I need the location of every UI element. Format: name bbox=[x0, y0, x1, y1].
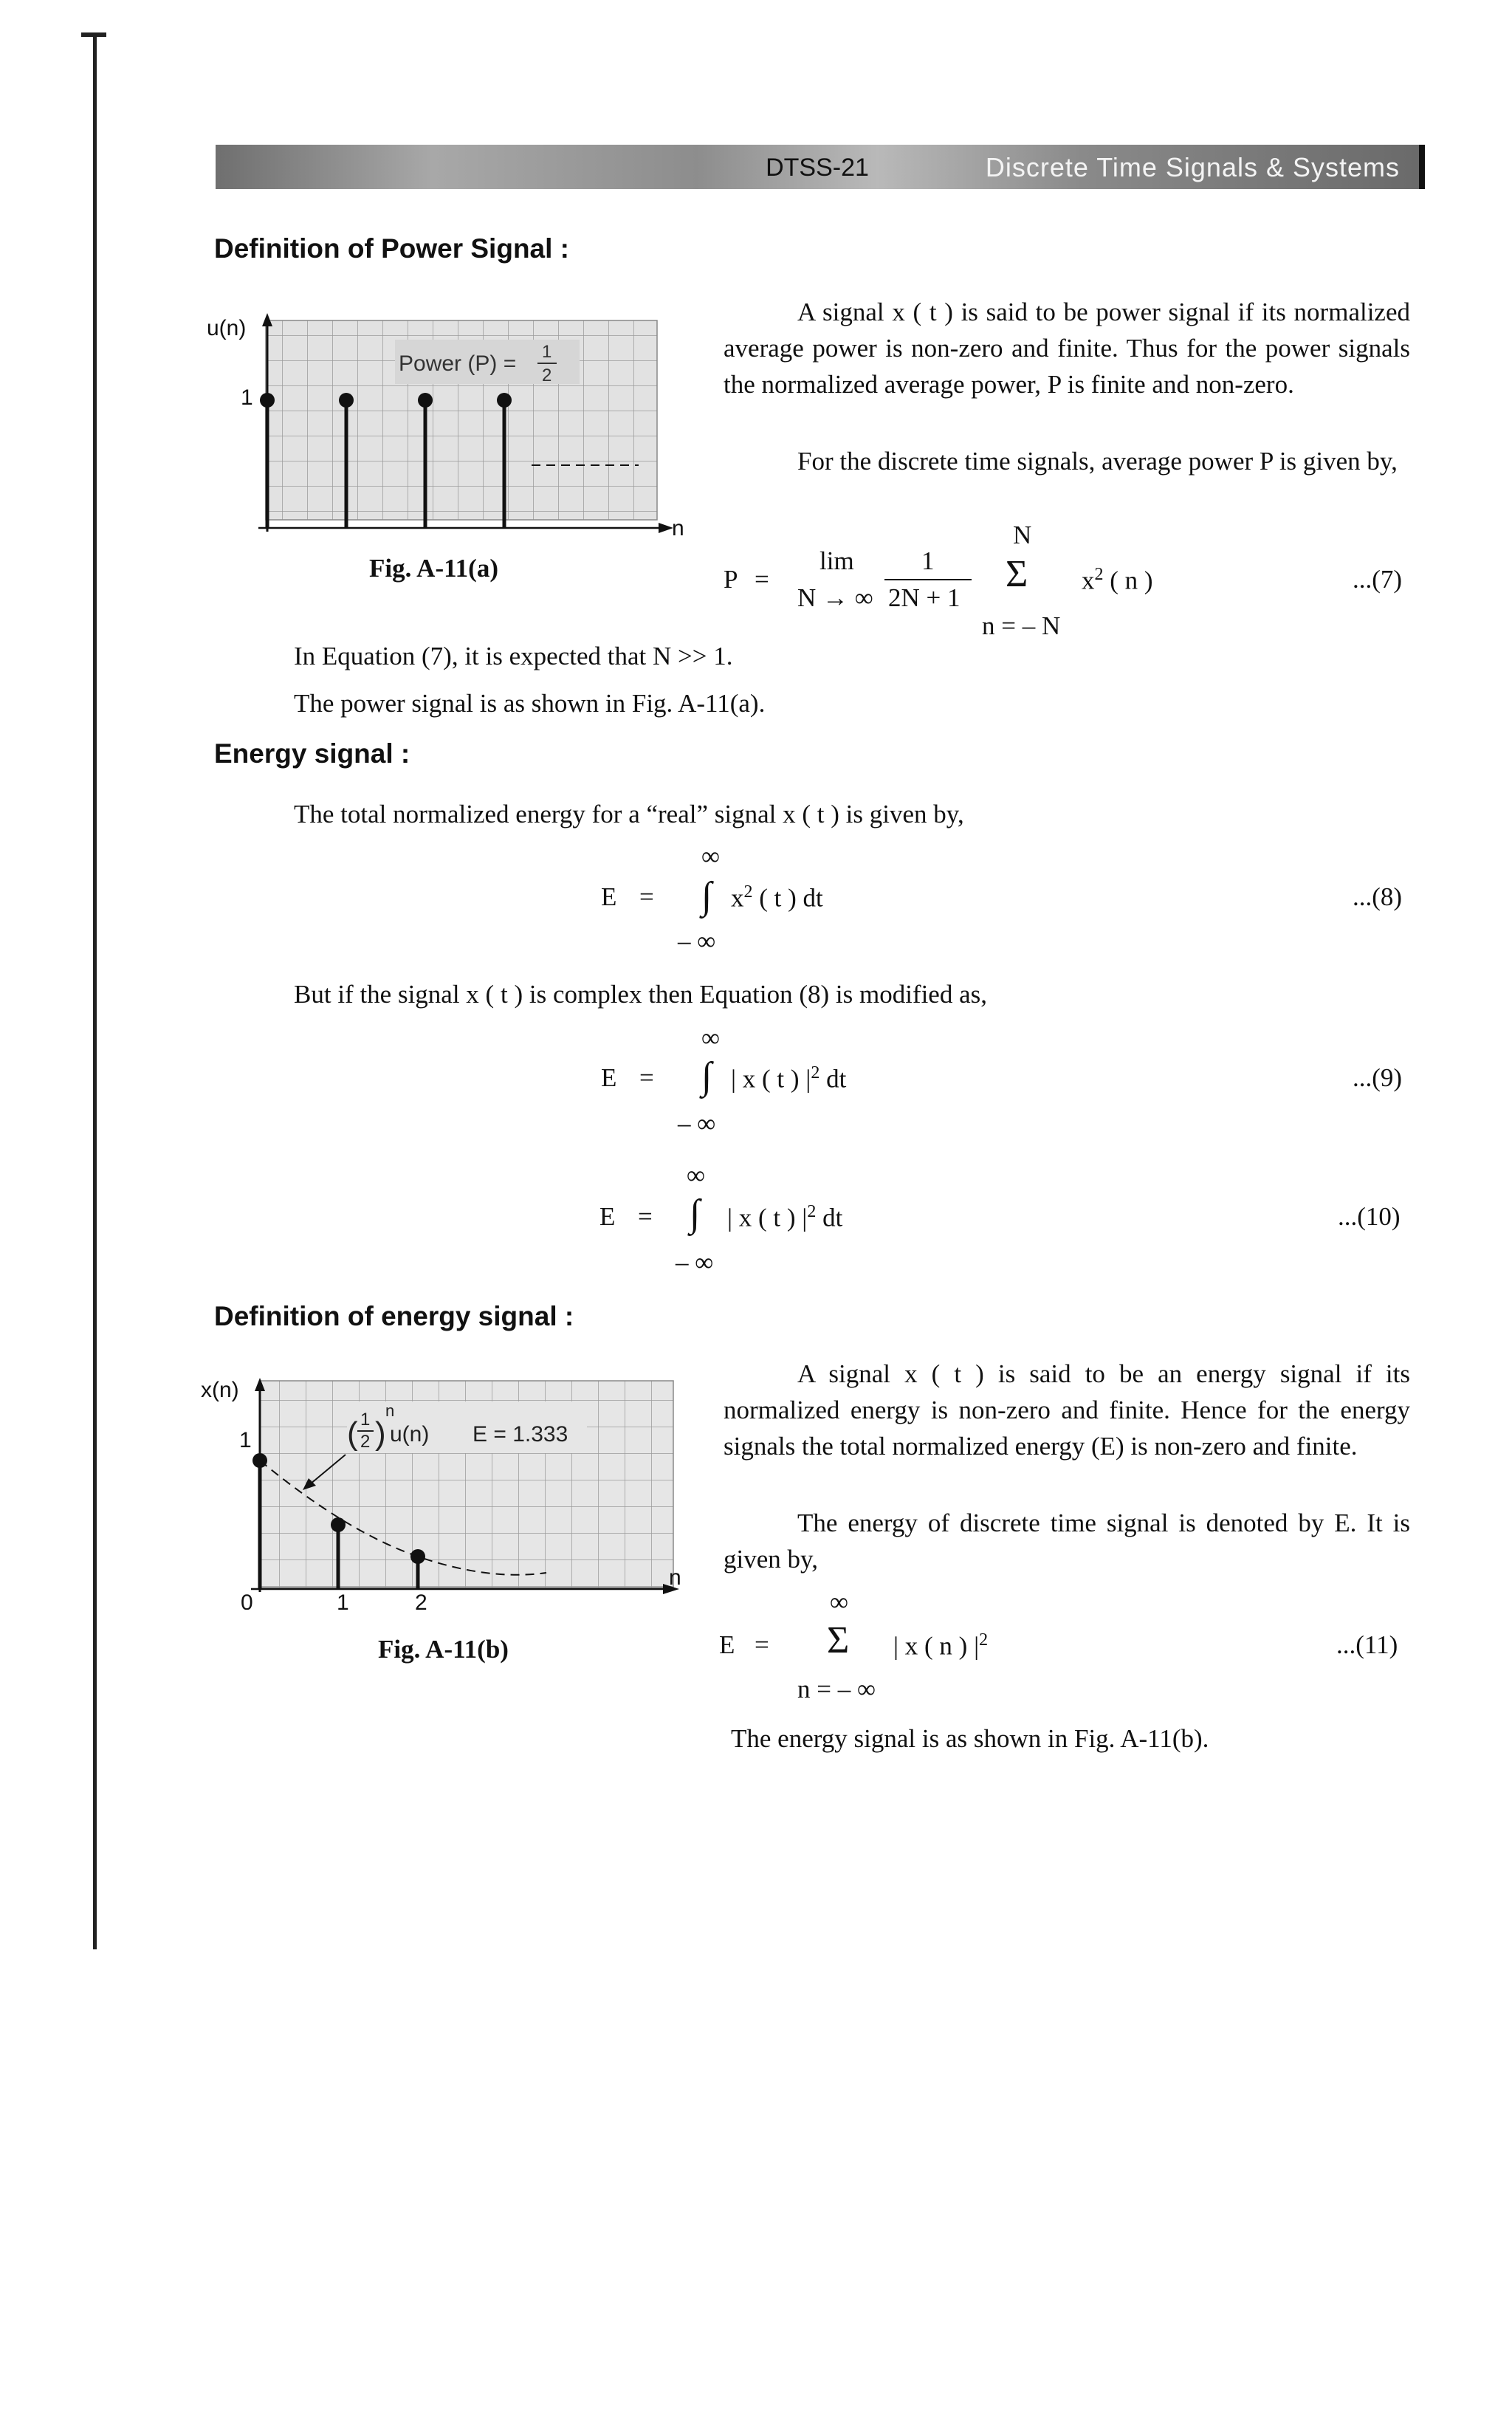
eq11-sum-bottom: n = – ∞ bbox=[797, 1675, 876, 1703]
eq7-frac-num: 1 bbox=[921, 546, 935, 575]
stem-1-dot bbox=[331, 1517, 346, 1532]
eq11-sum-top: ∞ bbox=[830, 1588, 848, 1616]
eq10-number: ...(10) bbox=[1338, 1202, 1401, 1231]
eq10-lower: – ∞ bbox=[676, 1248, 714, 1277]
eq11-lhs: E bbox=[719, 1630, 735, 1659]
x-tick-0: 0 bbox=[241, 1590, 253, 1610]
energy-intro: The total normalized energy for a “real” signal x ( t ) is given by, bbox=[294, 800, 964, 828]
x-tick-2: 2 bbox=[415, 1590, 427, 1610]
eq11-equals: = bbox=[755, 1630, 769, 1659]
eq10-equals: = bbox=[638, 1202, 653, 1231]
eq8-number: ...(8) bbox=[1353, 882, 1403, 911]
eq10-integrand: | x ( t ) $|^2$ dt bbox=[727, 1202, 843, 1232]
eq9-integral: ∫ bbox=[701, 1055, 712, 1097]
eq7-lhs: P bbox=[724, 565, 738, 594]
eq7-frac-den: 2N + 1 bbox=[888, 583, 961, 612]
x-axis-label: n bbox=[669, 1565, 681, 1590]
eq9-number: ...(9) bbox=[1353, 1063, 1403, 1092]
power-frac-num: 1 bbox=[542, 342, 552, 362]
figure-a11b-caption: Fig. A-11(b) bbox=[378, 1635, 509, 1664]
eq11-number: ...(11) bbox=[1336, 1630, 1398, 1659]
x-axis-arrow bbox=[659, 523, 673, 533]
y-axis-label: u(n) bbox=[207, 316, 247, 340]
y-tick-1: 1 bbox=[241, 385, 253, 410]
eq11-term: | x ( n ) $|^2$ bbox=[893, 1630, 989, 1661]
x-tick-1: 1 bbox=[337, 1590, 349, 1610]
eq9-lower: – ∞ bbox=[678, 1109, 716, 1138]
power-frac-den: 2 bbox=[542, 366, 552, 385]
eq8-upper: ∞ bbox=[701, 842, 720, 871]
eq9-integrand: | x ( t ) $|^2$ dt bbox=[731, 1063, 847, 1094]
eq7-frac-bar bbox=[884, 579, 972, 580]
header-chapter: Discrete Time Signals & Systems bbox=[985, 152, 1400, 182]
energy-def-paragraph-1: A signal x ( t ) is said to be an energy signal if its normalized energy is non-zero and finite. Hence for the energy signals the total normalized energy (E) is non-zero and finite. bbox=[724, 1359, 1410, 1461]
power-note-1: In Equation (7), it is expected that N >> 1. bbox=[294, 642, 733, 670]
eq10-integral: ∫ bbox=[690, 1193, 701, 1235]
figure-a11a-caption: Fig. A-11(a) bbox=[369, 554, 498, 583]
eq7-lim-sub: N → ∞ bbox=[797, 583, 873, 612]
stem-1-dot bbox=[339, 393, 354, 408]
power-paragraph-2: For the discrete time signals, average power P is given by, bbox=[797, 447, 1398, 476]
eq8-integrand: $x^2$ ( t ) dt bbox=[731, 882, 823, 913]
header-code: DTSS-21 bbox=[766, 154, 869, 182]
eq9-lhs: E bbox=[601, 1063, 617, 1092]
decay-func: u(n) bbox=[390, 1422, 430, 1447]
eq7-term: $x^2$ ( n ) bbox=[1082, 565, 1153, 595]
paren-close: ) bbox=[375, 1415, 386, 1452]
y-axis-arrow bbox=[262, 313, 272, 326]
eq9-upper: ∞ bbox=[701, 1023, 720, 1052]
heading-energy-definition: Definition of energy signal : bbox=[214, 1301, 574, 1331]
power-paragraph-1: A signal x ( t ) is said to be power signal if its normalized average power is non-zero and finite. Thus for the power signals the normalized average power, P is finite and non-zero. bbox=[724, 298, 1410, 399]
eq8-lhs: E bbox=[601, 882, 617, 911]
figure-a11b bbox=[199, 1373, 701, 1610]
x-axis-label: n bbox=[672, 516, 684, 541]
energy-def-paragraph-2: The energy of discrete time signal is denoted by E. It is given by, bbox=[724, 1509, 1410, 1574]
energy-value: E = 1.333 bbox=[472, 1422, 568, 1447]
eq7-lim: lim bbox=[819, 546, 854, 575]
stem-2-dot bbox=[418, 393, 433, 408]
heading-power-signal: Definition of Power Signal : bbox=[214, 233, 569, 264]
decay-exponent: n bbox=[385, 1401, 395, 1420]
binding-line bbox=[93, 37, 97, 1949]
figure-a11a bbox=[207, 310, 694, 546]
decay-frac-num: 1 bbox=[360, 1410, 371, 1430]
y-tick-1: 1 bbox=[239, 1428, 252, 1452]
eq9-equals: = bbox=[639, 1063, 654, 1092]
eq7-number: ...(7) bbox=[1353, 565, 1403, 594]
eq10-upper: ∞ bbox=[687, 1161, 705, 1190]
energy-def-note: The energy signal is as shown in Fig. A-11(b). bbox=[731, 1724, 1209, 1753]
power-note-2: The power signal is as shown in Fig. A-11(a). bbox=[294, 689, 766, 718]
stem-0-dot bbox=[260, 393, 275, 408]
eq8-equals: = bbox=[639, 882, 654, 911]
eq7-sum-top: N bbox=[1013, 521, 1032, 549]
paren-open: ( bbox=[347, 1415, 358, 1452]
power-annotation: Power (P) = bbox=[399, 351, 517, 376]
eq8-lower: – ∞ bbox=[678, 927, 716, 955]
eq11-sum-symbol: Σ bbox=[827, 1619, 850, 1661]
eq7-sum-bottom: n = – N bbox=[982, 611, 1061, 640]
energy-complex-note: But if the signal x ( t ) is complex then Equation (8) is modified as, bbox=[294, 980, 988, 1009]
decay-frac-den: 2 bbox=[360, 1432, 371, 1452]
eq10-lhs: E bbox=[599, 1202, 616, 1231]
page-header-bar bbox=[216, 145, 1425, 189]
heading-energy-signal: Energy signal : bbox=[214, 738, 410, 769]
stem-3-dot bbox=[497, 393, 512, 408]
y-axis-label: x(n) bbox=[201, 1378, 239, 1402]
eq8-integral: ∫ bbox=[701, 875, 712, 917]
eq7-sum-symbol: Σ bbox=[1006, 553, 1028, 595]
eq7-equals: = bbox=[755, 565, 769, 594]
